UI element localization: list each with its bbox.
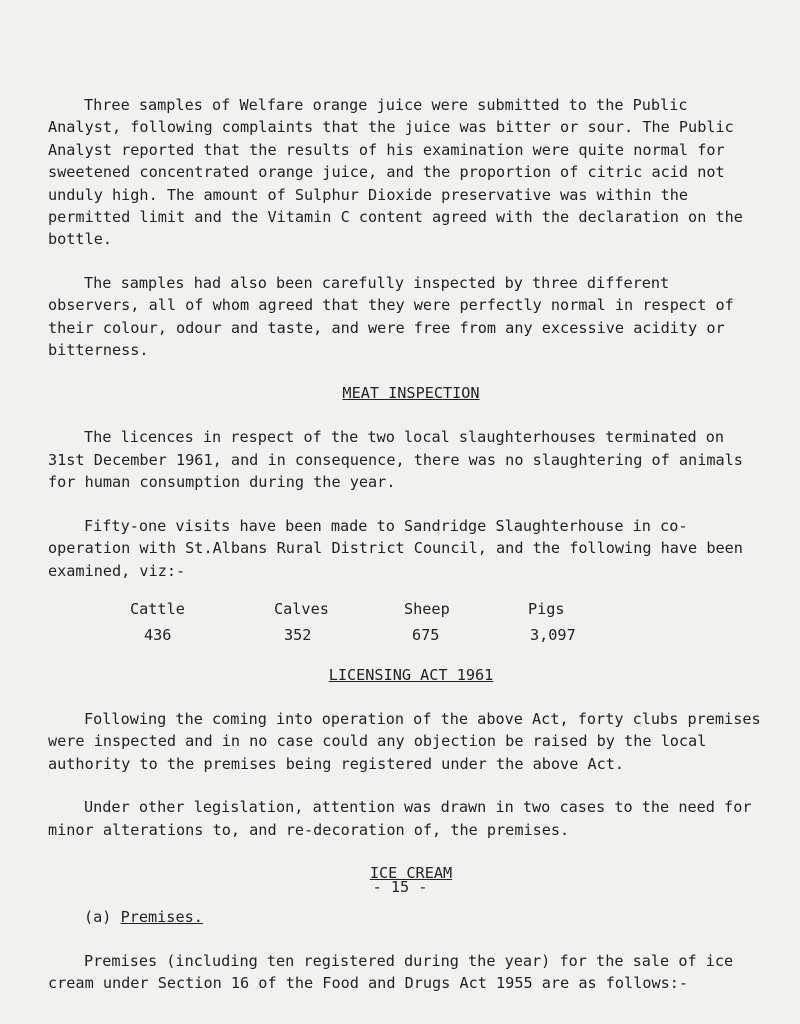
value-sheep: 675 xyxy=(412,625,440,644)
table-row-labels xyxy=(130,596,630,622)
label-sheep: Sheep xyxy=(404,599,450,618)
paragraph-ice-cream-premises: Premises (including ten registered during the year) for the sale of ice cream under Section 16 of the Food and Drugs Act 1955 are as follows:- xyxy=(48,951,734,993)
label-pigs: Pigs xyxy=(528,599,565,618)
page-body xyxy=(48,94,768,995)
label-calves: Calves xyxy=(274,599,329,618)
subsection-marker: (a) xyxy=(84,907,112,926)
table-row-values xyxy=(130,622,630,648)
subsection-title: Premises. xyxy=(120,907,203,926)
heading-licensing-act: LICENSING ACT 1961 xyxy=(328,665,494,684)
paragraph-orange-juice-inspection: The samples had also been carefully inspected by three different observers, all of whom agreed that they were perfectly normal in respect of their colour, odour and taste, and were free from any excessive acidity or bitterness. xyxy=(48,273,734,360)
heading-meat-inspection: MEAT INSPECTION xyxy=(342,384,480,403)
value-calves: 352 xyxy=(284,625,312,644)
animals-examined-table xyxy=(130,596,630,648)
label-cattle: Cattle xyxy=(130,599,185,618)
paragraph-slaughterhouse-licences: The licences in respect of the two local slaughterhouses terminated on 31st December 1961, and in consequence, there was no slaughtering of animals for human consumption during the year. xyxy=(48,428,743,492)
value-pigs: 3,097 xyxy=(530,625,576,644)
heading-ice-cream: ICE CREAM xyxy=(369,863,453,882)
value-cattle: 436 xyxy=(144,625,172,644)
paragraph-clubs-premises: Following the coming into operation of the above Act, forty clubs premises were inspected and in no case could any objection be raised by the local authority to the premises being registered under the above Act. xyxy=(48,709,761,773)
page-number: - 15 - xyxy=(372,878,428,896)
paragraph-other-legislation: Under other legislation, attention was drawn in two cases to the need for minor alterations to, and re-decoration of, the premises. xyxy=(48,798,752,839)
paragraph-sandridge-visits: Fifty-one visits have been made to Sandridge Slaughterhouse in co-operation with St.Albans Rural District Council, and the following have been examined, viz:- xyxy=(48,516,743,580)
subsection-premises xyxy=(84,906,768,928)
paragraph-orange-juice-analysis: Three samples of Welfare orange juice were submitted to the Public Analyst, following complaints that the juice was bitter or sour. The Public Analyst reported that the results of his examination were quite normal for sweetened concentrated orange juice, and the proportion of citric acid not unduly high. The amount of Sulphur Dioxide preservative was within the permitted limit and the Vitamin C content agreed with the declaration on the bottle. xyxy=(48,96,743,249)
